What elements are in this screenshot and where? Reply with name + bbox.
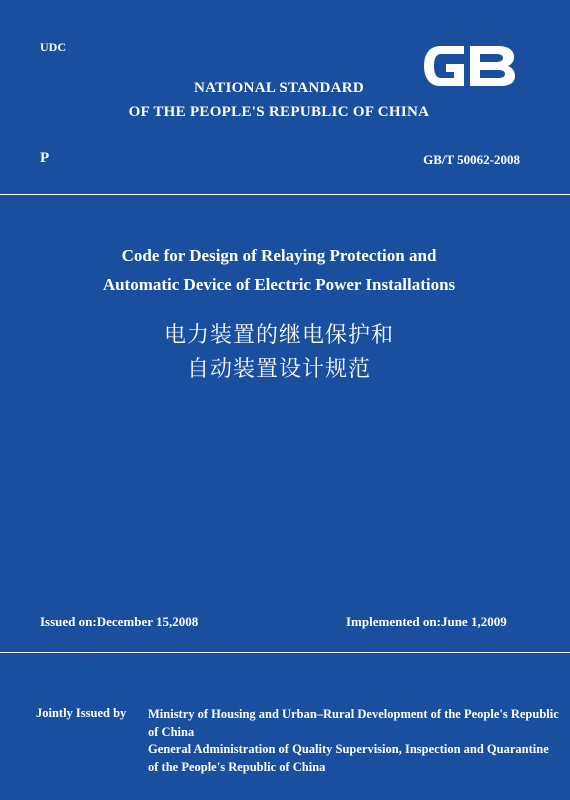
standard-number: GB/T 50062-2008 bbox=[423, 152, 520, 167]
english-title-line2: Automatic Device of Electric Power Installations bbox=[102, 275, 456, 294]
category-code: P bbox=[40, 150, 50, 166]
udc-label: UDC bbox=[40, 40, 66, 54]
english-title-line1: Code for Design of Relaying Protection and bbox=[121, 246, 437, 265]
divider-bottom bbox=[0, 652, 570, 653]
issuer-aqsiq: General Administration of Quality Supervision, Inspection and Quarantine of the People's Republic of China bbox=[148, 742, 549, 774]
issued-date: Issued on:December 15,2008 bbox=[40, 614, 199, 629]
national-standard-line1: NATIONAL STANDARD bbox=[194, 80, 364, 96]
implemented-date: Implemented on:June 1,2009 bbox=[346, 614, 507, 629]
jointly-issued-label: Jointly Issued by bbox=[36, 706, 127, 720]
divider-top bbox=[0, 194, 570, 195]
national-standard-line2: OF THE PEOPLE'S REPUBLIC OF CHINA bbox=[128, 104, 430, 120]
issuer-ministry: Ministry of Housing and Urban–Rural Development of the People's Republic of China bbox=[148, 707, 559, 739]
chinese-title-line1: 电力装置的继电保护和 bbox=[163, 323, 394, 348]
issuer-list bbox=[148, 706, 560, 776]
chinese-title-line2: 自动装置设计规范 bbox=[186, 357, 371, 382]
